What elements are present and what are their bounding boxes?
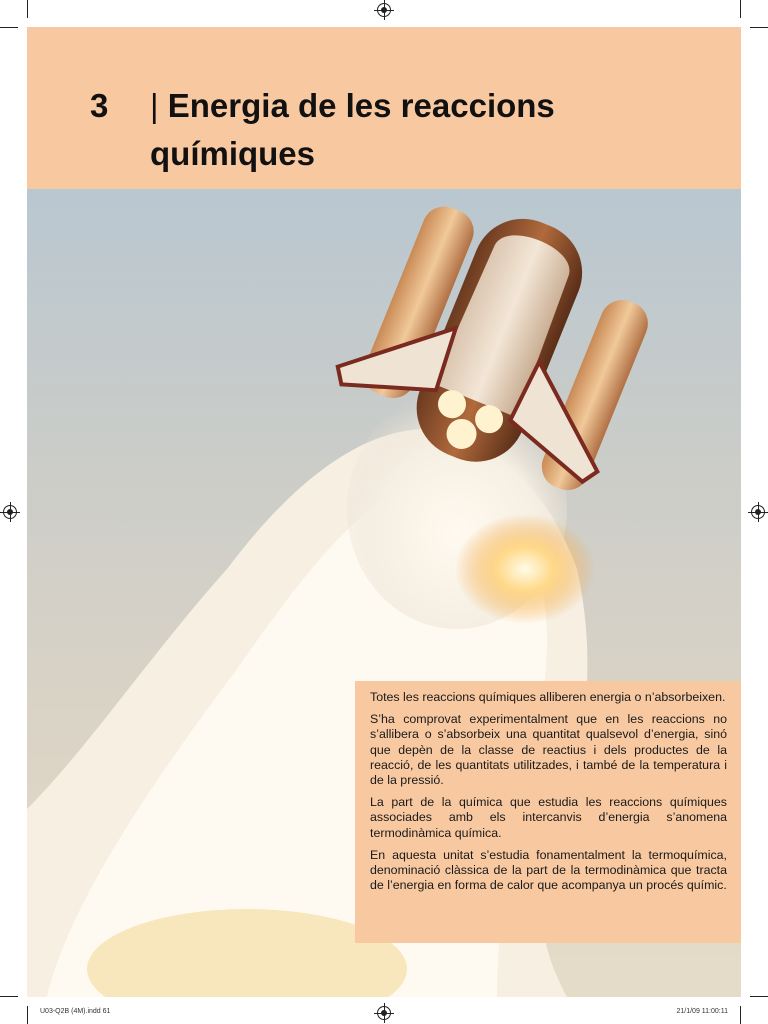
crop-mark	[750, 27, 768, 28]
crop-mark	[750, 996, 768, 997]
crop-mark	[0, 996, 18, 997]
title-line-1: Energia de les reaccions	[167, 87, 555, 124]
title-line-2: químiques	[150, 135, 316, 172]
intro-text-box	[355, 681, 741, 943]
registration-mark-icon	[377, 3, 391, 17]
file-info-slug: U03-Q2B (4M).indd 61	[40, 1008, 111, 1015]
crop-mark	[740, 1006, 741, 1024]
chapter-title	[90, 82, 690, 178]
registration-mark-icon	[3, 505, 17, 519]
registration-mark-icon	[377, 1006, 391, 1020]
chapter-number: 3	[90, 87, 109, 124]
crop-mark	[740, 0, 741, 18]
intro-paragraph-1: Totes les reaccions químiques alliberen energia o n’absorbeixen.	[370, 690, 726, 704]
crop-mark	[27, 1006, 28, 1024]
crop-mark	[27, 0, 28, 18]
registration-mark-icon	[751, 505, 765, 519]
intro-paragraph-4: En aquesta unitat s’estudia fonamentalment la termoquímica, denominació clàssica de la part de la termodinàmica que tracta de l’energia en forma de calor que acompanya un procés químic.	[370, 847, 727, 893]
intro-paragraph-3: La part de la química que estudia les reaccions químiques associades amb els intercanvis d’energia s’anomena termodinàmica química.	[370, 795, 727, 840]
title-separator: |	[150, 87, 159, 124]
crop-mark	[0, 27, 18, 28]
intro-paragraph-2: S’ha comprovat experimentalment que en les reaccions no s’allibera o s’absorbeix una quantitat qualsevol d’energia, sinó que depèn de la classe de reactius i dels productes de la reacció, de les quantitats utilitzades, i també de la temperatura i de la pressió.	[370, 712, 727, 788]
timestamp-slug: 21/1/09 11:00:11	[676, 1008, 728, 1015]
